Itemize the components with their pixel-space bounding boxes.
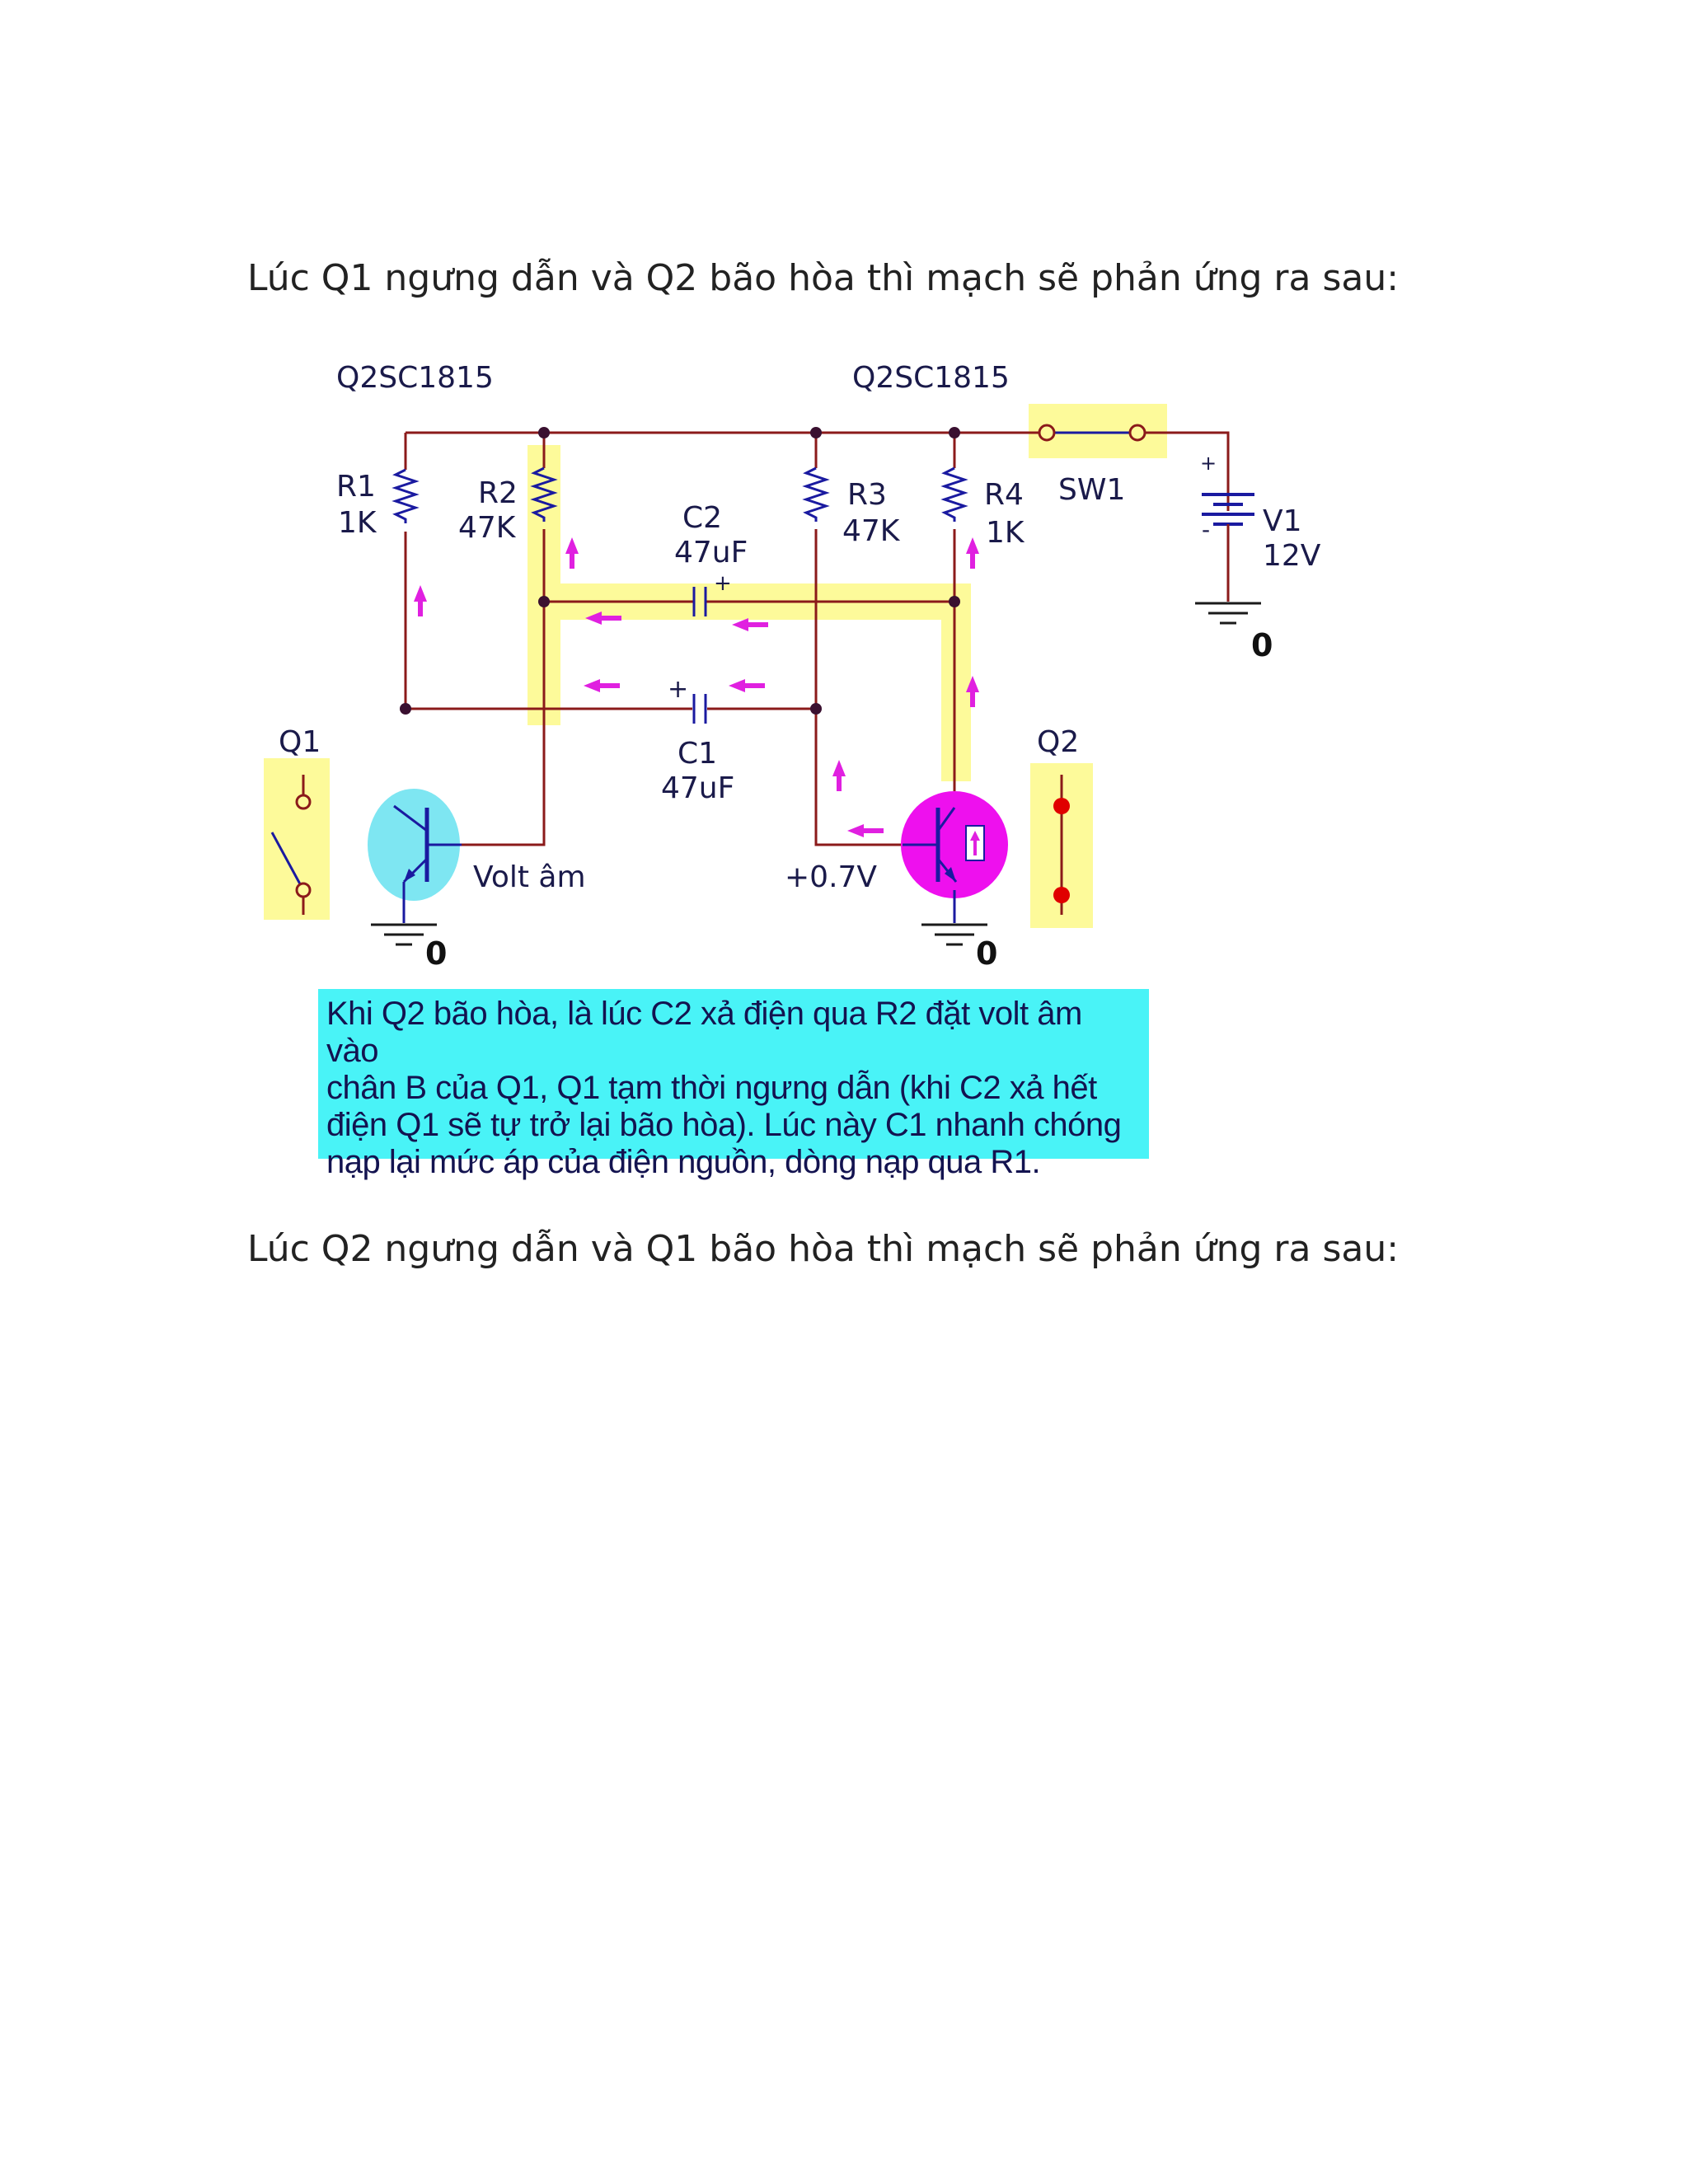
r2-value: 47K: [458, 511, 516, 545]
c2-name: C2: [682, 501, 723, 535]
q1-switch-label: Q1: [279, 725, 321, 759]
q2-part-label: Q2SC1815: [852, 361, 1010, 395]
q2-switch-label: Q2: [1037, 725, 1080, 759]
ground-symbol-v1: [1195, 603, 1261, 623]
v1-name: V1: [1263, 504, 1302, 538]
battery-minus: -: [1202, 516, 1211, 543]
q1-base-label: Volt âm: [473, 860, 586, 894]
r1-value: 1K: [338, 506, 377, 540]
highlight-q2-path: [941, 583, 971, 781]
c2-value: 47uF: [674, 536, 748, 569]
ground-label-q1: 0: [425, 935, 448, 972]
highlight-q1-switch: [264, 758, 330, 920]
v1-value: 12V: [1263, 539, 1321, 573]
explanation-note: Khi Q2 bão hòa, là lúc C2 xả điện qua R2 đặt volt âm vào chân B của Q1, Q1 tạm thời ngưng dẫn (khi C2 xả hết điện Q1 sẽ tự trở lại bão hòa). Lúc này C1 nhanh chóng nạp lại mức áp của điện nguồn, dòng nạp qua R1.: [318, 989, 1149, 1159]
r2-name: R2: [478, 476, 518, 510]
r3-resistor: [806, 468, 826, 522]
r4-name: R4: [984, 478, 1024, 512]
ground-label-v1: 0: [1251, 627, 1273, 663]
r3-value: 47K: [842, 514, 900, 548]
c1-name: C1: [678, 737, 718, 771]
r1-name: R1: [336, 470, 376, 504]
battery-plus: +: [1200, 452, 1217, 475]
q1-part-label: Q2SC1815: [336, 361, 494, 395]
r3-name: R3: [847, 478, 887, 512]
paragraph-1: Lúc Q1 ngưng dẫn và Q2 bão hòa thì mạch sẽ phản ứng ra sau:: [247, 257, 1400, 299]
r1-resistor: [396, 470, 415, 523]
c2-plus: +: [714, 571, 732, 596]
sw1-label: SW1: [1058, 473, 1126, 507]
r4-resistor: [945, 468, 964, 522]
r4-value: 1K: [986, 516, 1025, 550]
q2-base-label: +0.7V: [785, 860, 878, 894]
paragraph-2: Lúc Q2 ngưng dẫn và Q1 bão hòa thì mạch sẽ phản ứng ra sau:: [247, 1228, 1400, 1270]
ground-label-q2: 0: [976, 935, 998, 972]
c1-plus: +: [668, 675, 689, 704]
c1-value: 47uF: [661, 771, 735, 805]
